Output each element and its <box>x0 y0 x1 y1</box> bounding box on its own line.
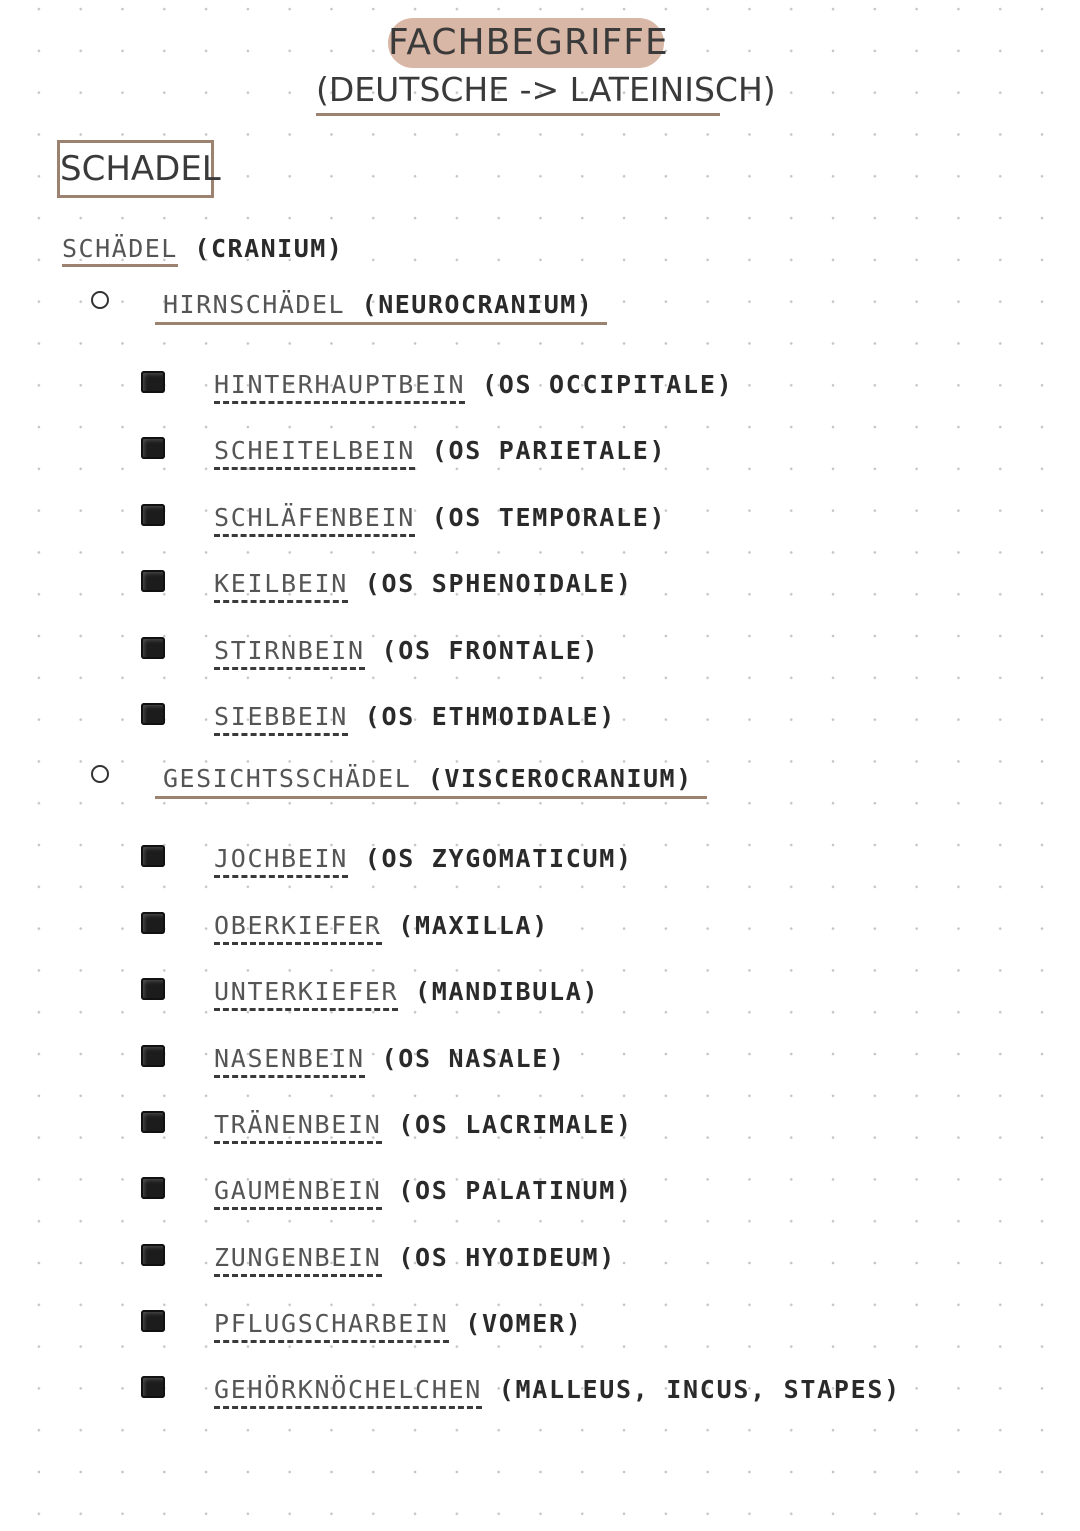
page-subtitle: (DEUTSCHE -> LATEINISCH) <box>316 70 720 116</box>
list-item <box>214 1044 566 1073</box>
list-item <box>214 911 549 940</box>
list-item <box>214 702 616 731</box>
term-latin: (OS ETHMOIDALE) <box>364 702 617 731</box>
root-term-latin: (CRANIUM) <box>194 234 344 263</box>
term-latin: (OS ZYGOMATICUM) <box>364 844 633 873</box>
term-german: JOCHBEIN <box>214 844 348 878</box>
term-german: SCHLÄFENBEIN <box>214 503 415 537</box>
square-bullet-icon <box>141 1244 165 1266</box>
term-german: OBERKIEFER <box>214 911 382 945</box>
list-item <box>214 1110 633 1139</box>
term-german: GAUMENBEIN <box>214 1176 382 1210</box>
square-bullet-icon <box>141 1310 165 1332</box>
list-item <box>214 569 633 598</box>
page-title: FACHBEGRIFFE <box>388 22 669 63</box>
term-latin: (MANDIBULA) <box>415 977 600 1006</box>
list-item <box>214 636 599 665</box>
square-bullet-icon <box>141 703 165 725</box>
list-item <box>214 1176 633 1205</box>
group-heading-latin: (VISCEROCRANIUM) <box>427 764 693 793</box>
term-latin: (OS SPHENOIDALE) <box>364 569 633 598</box>
square-bullet-icon <box>141 978 165 1000</box>
root-term <box>62 234 343 263</box>
square-bullet-icon <box>141 637 165 659</box>
square-bullet-icon <box>141 437 165 459</box>
term-latin: (OS NASALE) <box>381 1044 566 1073</box>
circle-bullet-icon <box>91 291 109 309</box>
square-bullet-icon <box>141 1177 165 1199</box>
square-bullet-icon <box>141 1111 165 1133</box>
list-item <box>214 503 666 532</box>
term-latin: (OS PALATINUM) <box>398 1176 633 1205</box>
square-bullet-icon <box>141 1045 165 1067</box>
square-bullet-icon <box>141 570 165 592</box>
group-heading-neurocranium <box>155 290 607 325</box>
term-german: GEHÖRKNÖCHELCHEN <box>214 1375 482 1409</box>
group-heading-viscerocranium <box>155 764 707 799</box>
list-item <box>214 370 733 399</box>
term-latin: (OS TEMPORALE) <box>431 503 667 532</box>
list-item <box>214 1375 901 1404</box>
section-label: SCHADEL <box>57 140 214 198</box>
term-german: SIEBBEIN <box>214 702 348 736</box>
term-latin: (VOMER) <box>465 1309 583 1338</box>
term-latin: (OS HYOIDEUM) <box>398 1243 617 1272</box>
term-german: ZUNGENBEIN <box>214 1243 382 1277</box>
list-item <box>214 1309 583 1338</box>
term-latin: (OS FRONTALE) <box>381 636 600 665</box>
term-german: STIRNBEIN <box>214 636 365 670</box>
term-latin: (OS LACRIMALE) <box>398 1110 633 1139</box>
list-item <box>214 977 599 1006</box>
square-bullet-icon <box>141 845 165 867</box>
term-latin: (OS OCCIPITALE) <box>482 370 734 399</box>
square-bullet-icon <box>141 371 165 393</box>
square-bullet-icon <box>141 912 165 934</box>
square-bullet-icon <box>141 504 165 526</box>
circle-bullet-icon <box>91 765 109 783</box>
group-heading-latin: (NEUROCRANIUM) <box>361 290 594 319</box>
term-german: NASENBEIN <box>214 1044 365 1078</box>
group-heading-german: GESICHTSSCHÄDEL <box>163 764 412 793</box>
term-german: SCHEITELBEIN <box>214 436 415 470</box>
term-german: UNTERKIEFER <box>214 977 398 1011</box>
term-german: TRÄNENBEIN <box>214 1110 382 1144</box>
root-term-german: SCHÄDEL <box>62 234 178 267</box>
term-latin: (MALLEUS, INCUS, STAPES) <box>498 1375 901 1404</box>
term-latin: (MAXILLA) <box>398 911 550 940</box>
term-german: PFLUGSCHARBEIN <box>214 1309 449 1343</box>
list-item <box>214 436 666 465</box>
group-heading-german: HIRNSCHÄDEL <box>163 290 346 319</box>
list-item <box>214 1243 616 1272</box>
term-german: KEILBEIN <box>214 569 348 603</box>
term-german: HINTERHAUPTBEIN <box>214 370 465 404</box>
term-latin: (OS PARIETALE) <box>431 436 667 465</box>
list-item <box>214 844 633 873</box>
square-bullet-icon <box>141 1376 165 1398</box>
